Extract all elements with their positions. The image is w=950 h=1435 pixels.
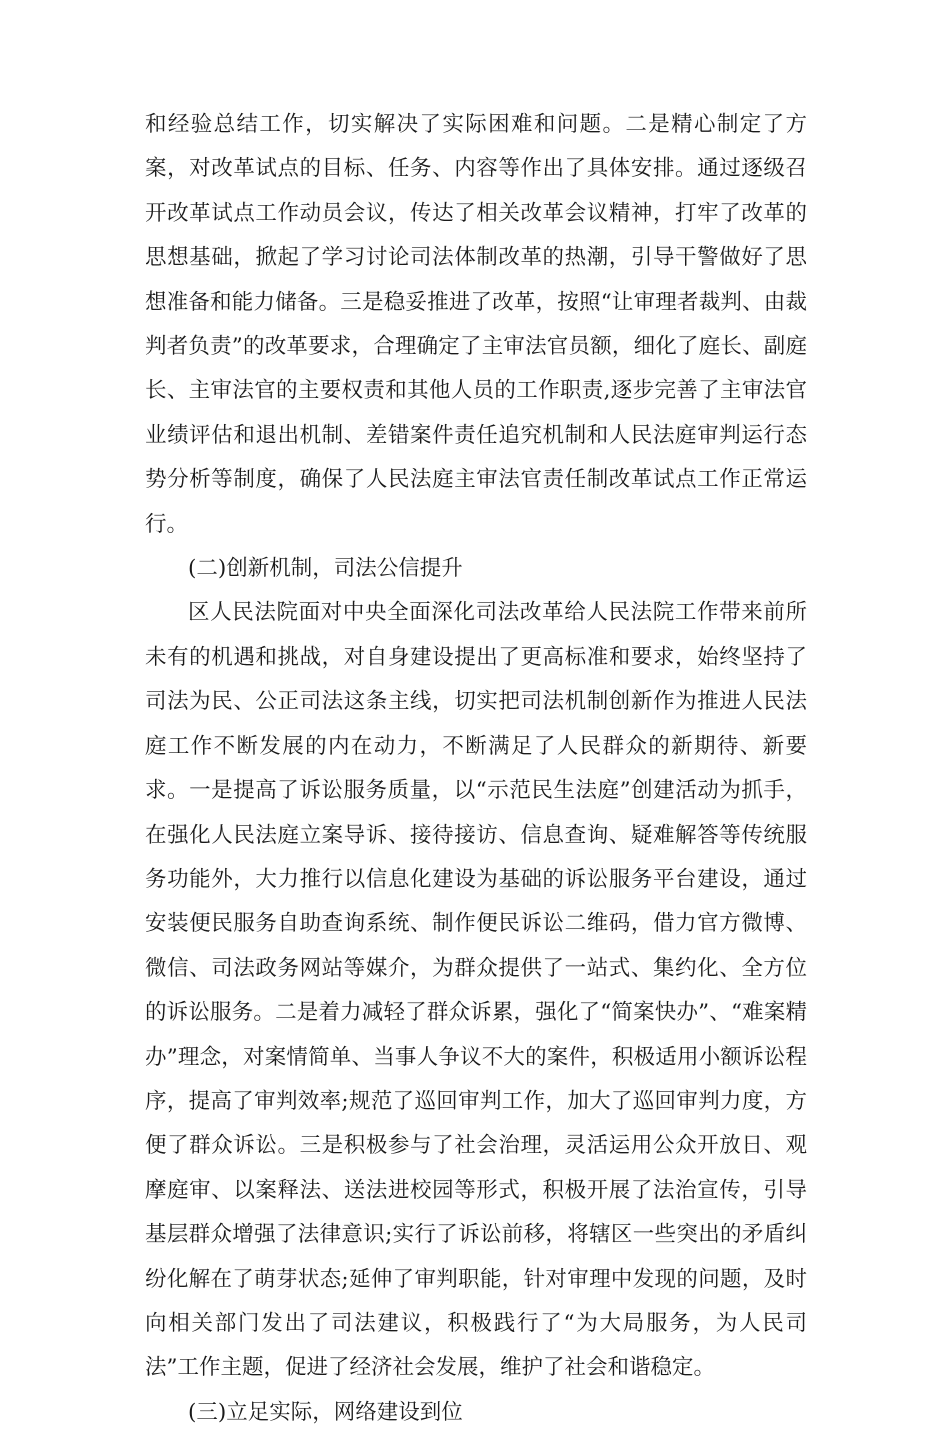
body-paragraph-section-2: 区人民法院面对中央全面深化司法改革给人民法院工作带来前所未有的机遇和挑战，对自身建设提出了更高标准和要求，始终坚持了司法为民、公正司法这条主线，切实把司法机制创新作为推进人民法庭工作不断发展的内在动力，不断满足了人民群众的新期待、新要求。一是提高了诉讼服务质量，以“示范民生法庭”创建活动为抓手，在强化人民法庭立案导诉、接待接访、信息查询、疑难解答等传统服务功能外，大力推行以信息化建设为基础的诉讼服务平台建设，通过安装便民服务自助查询系统、制作便民诉讼二维码，借力官方微博、微信、司法政务网站等媒介，为群众提供了一站式、集约化、全方位的诉讼服务。二是着力减轻了群众诉累，强化了“简案快办”、“难案精办”理念，对案情简单、当事人争议不大的案件，积极适用小额诉讼程序，提高了审判效率;规范了巡回审判工作，加大了巡回审判力度，方便了群众诉讼。三是积极参与了社会治理，灵活运用公众开放日、观摩庭审、以案释法、送法进校园等形式，积极开展了法治宣传，引导基层群众增强了法律意识;实行了诉讼前移，将辖区一些突出的矛盾纠纷化解在了萌芽状态;延伸了审判职能，针对审理中发现的问题，及时向相关部门发出了司法建议，积极践行了“为大局服务，为人民司法”工作主题，促进了经济社会发展，维护了社会和谐稳定。 <box>145 600 807 1381</box>
section-heading-3: (三)立足实际，网络建设到位 <box>188 1399 463 1425</box>
document-page <box>145 103 807 1435</box>
section-heading-2: (二)创新机制，司法公信提升 <box>188 556 463 582</box>
body-paragraph-continuation: 和经验总结工作，切实解决了实际困难和问题。二是精心制定了方案，对改革试点的目标、任务、内容等作出了具体安排。通过逐级召开改革试点工作动员会议，传达了相关改革会议精神，打牢了改革的思想基础，掀起了学习讨论司法体制改革的热潮，引导干警做好了思想准备和能力储备。三是稳妥推进了改革，按照“让审理者裁判、由裁判者负责”的改革要求，合理确定了主审法官员额，细化了庭长、副庭长、主审法官的主要权责和其他人员的工作职责,逐步完善了主审法官业绩评估和退出机制、差错案件责任追究机制和人民法庭审判运行态势分析等制度，确保了人民法庭主审法官责任制改革试点工作正常运行。 <box>145 112 807 537</box>
